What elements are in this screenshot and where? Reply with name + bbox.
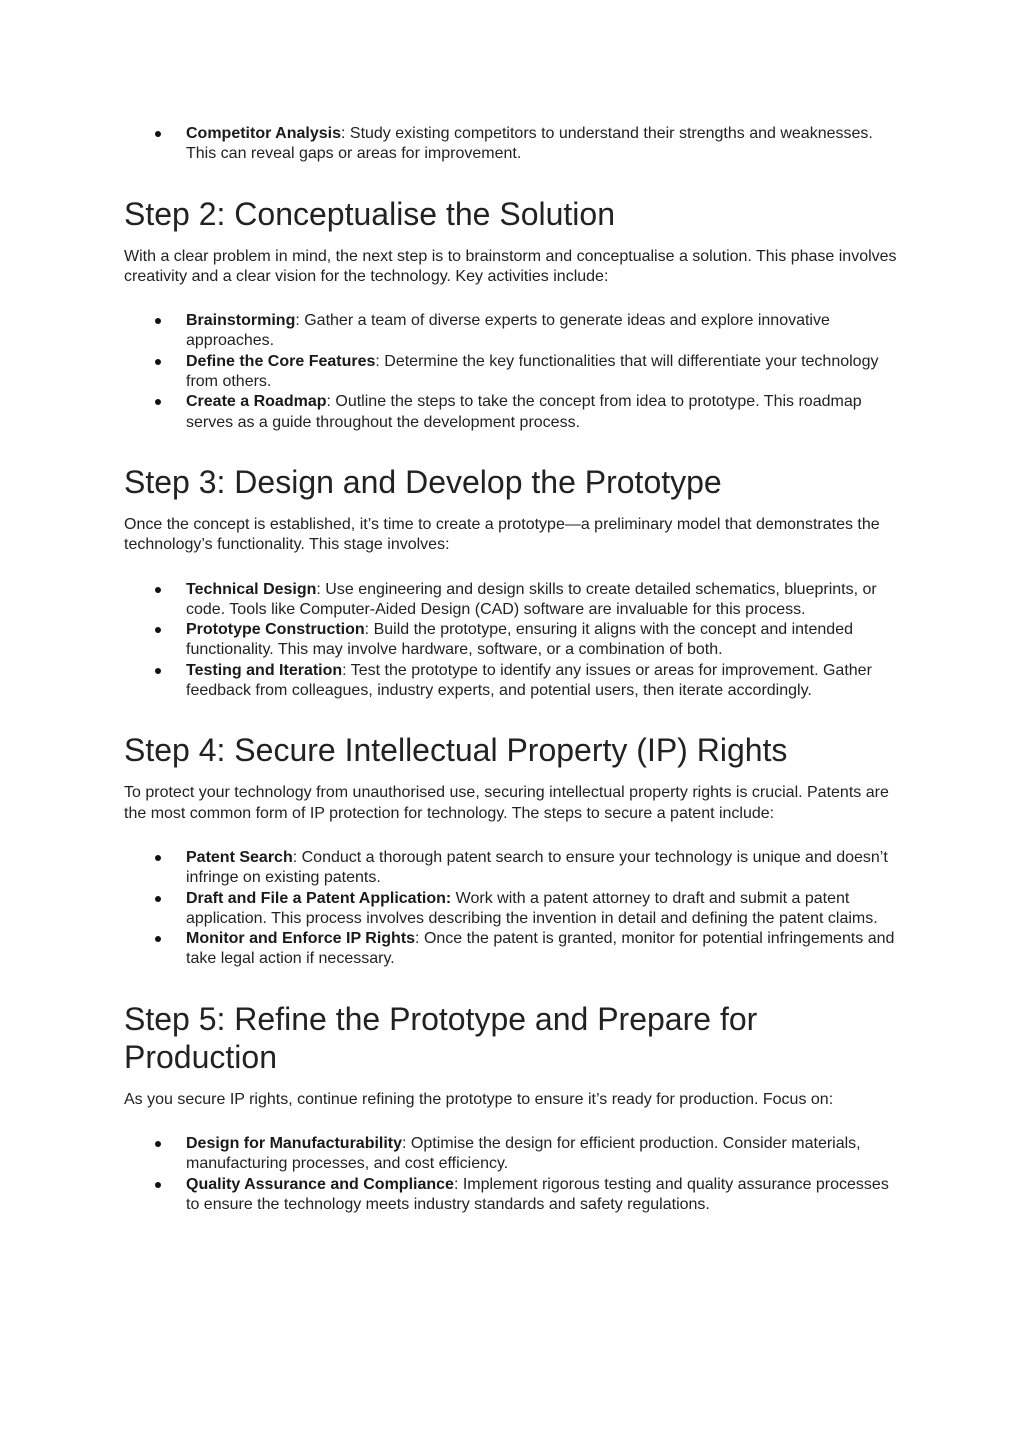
bullet-icon (155, 399, 161, 405)
section-heading-step-4: Step 4: Secure Intellectual Property (IP) Rights (124, 732, 788, 769)
item-text: : Determine the key functionalities that will differentiate your technology from others. (186, 352, 879, 391)
item-text: : Conduct a thorough patent search to ensure your technology is unique and doesn’t infringe on existing patents. (186, 848, 888, 887)
list-item (124, 352, 904, 393)
bullet-icon (155, 587, 161, 593)
list-item (124, 620, 904, 661)
list-item (124, 1175, 904, 1216)
item-text: : Build the prototype, ensuring it aligns with the concept and intended functionality. This may involve hardware, software, or a combination of both. (186, 621, 853, 659)
item-term: Competitor Analysis (186, 125, 341, 142)
document-content (124, 124, 904, 1215)
item-text: : Test the prototype to identify any issues or areas for improvement. Gather feedback from colleagues, industry experts, and potential users, then iterate accordingly. (186, 661, 872, 700)
item-text: : Implement rigorous testing and quality assurance processes to ensure the technology meets industry standards and safety regulations. (186, 1175, 889, 1213)
item-term: Quality Assurance and Compliance (186, 1175, 454, 1193)
item-term: Create a Roadmap (186, 393, 327, 411)
bullet-list-step-3 (124, 580, 904, 702)
list-item (124, 848, 904, 889)
list-item (124, 889, 904, 930)
item-term: Prototype Construction (186, 621, 365, 639)
item-text: : Use engineering and design skills to create detailed schematics, blueprints, or code. Tools like Computer-Aided Design (CAD) software are invaluable for this process. (186, 580, 877, 618)
list-item (124, 929, 904, 970)
item-term: Design for Manufacturability (186, 1135, 403, 1153)
bullet-list-step-5 (124, 1134, 904, 1215)
section-intro-step-2: With a clear problem in mind, the next step is to brainstorm and conceptualise a solution. This phase involves creativity and a clear vision for the technology. Key activities include: (124, 247, 897, 285)
bullet-list-step-4 (124, 848, 904, 970)
list-item (124, 311, 904, 352)
list-item (124, 1134, 904, 1175)
item-term: Technical Design (186, 580, 317, 598)
bullet-icon (155, 359, 161, 365)
item-text: : Gather a team of diverse experts to generate ideas and explore innovative approaches. (186, 312, 830, 350)
bullet-icon (155, 627, 161, 633)
bullet-icon (155, 855, 161, 861)
section-heading-step-5: Step 5: Refine the Prototype and Prepare for Production (124, 1000, 758, 1075)
section-intro-step-4: To protect your technology from unauthorised use, securing intellectual property rights is crucial. Patents are the most common form of IP protection for technology. The steps to secure a patent include: (124, 784, 889, 822)
item-term: Draft and File a Patent Application: (186, 889, 452, 907)
list-item (124, 124, 904, 165)
bullet-icon (155, 896, 161, 902)
item-term: Patent Search (186, 848, 293, 866)
bullet-icon (155, 668, 161, 674)
item-text: : Outline the steps to take the concept from idea to prototype. This roadmap serves as a guide throughout the development process. (186, 393, 862, 431)
item-term: Define the Core Features (186, 352, 376, 370)
item-term: Testing and Iteration (186, 661, 343, 679)
section-heading-step-3: Step 3: Design and Develop the Prototype (124, 463, 722, 500)
section-intro-step-5: As you secure IP rights, continue refining the prototype to ensure it’s ready for production. Focus on: (124, 1090, 834, 1108)
intro-bullet-list (124, 124, 904, 165)
item-text: : Once the patent is granted, monitor for potential infringements and take legal action if necessary. (186, 930, 895, 968)
item-text: Work with a patent attorney to draft and submit a patent application. This process involves describing the invention in detail and defining the patent claims. (186, 889, 878, 927)
bullet-icon (155, 131, 161, 137)
list-item (124, 580, 904, 621)
bullet-icon (155, 1141, 161, 1147)
bullet-icon (155, 1182, 161, 1188)
section-heading-step-2: Step 2: Conceptualise the Solution (124, 195, 615, 232)
section-intro-step-3: Once the concept is established, it’s time to create a prototype—a preliminary model that demonstrates the technology’s functionality. This stage involves: (124, 515, 880, 554)
list-item (124, 392, 904, 433)
item-text: : Study existing competitors to understand their strengths and weaknesses. This can reveal gaps or areas for improvement. (186, 125, 873, 163)
list-item (124, 661, 904, 702)
item-term: Brainstorming (186, 312, 296, 330)
item-text: : Optimise the design for efficient production. Consider materials, manufacturing processes, and cost efficiency. (186, 1135, 861, 1173)
item-term: Monitor and Enforce IP Rights (186, 930, 416, 948)
bullet-list-step-2 (124, 311, 904, 433)
bullet-icon (155, 318, 161, 324)
bullet-icon (155, 936, 161, 942)
